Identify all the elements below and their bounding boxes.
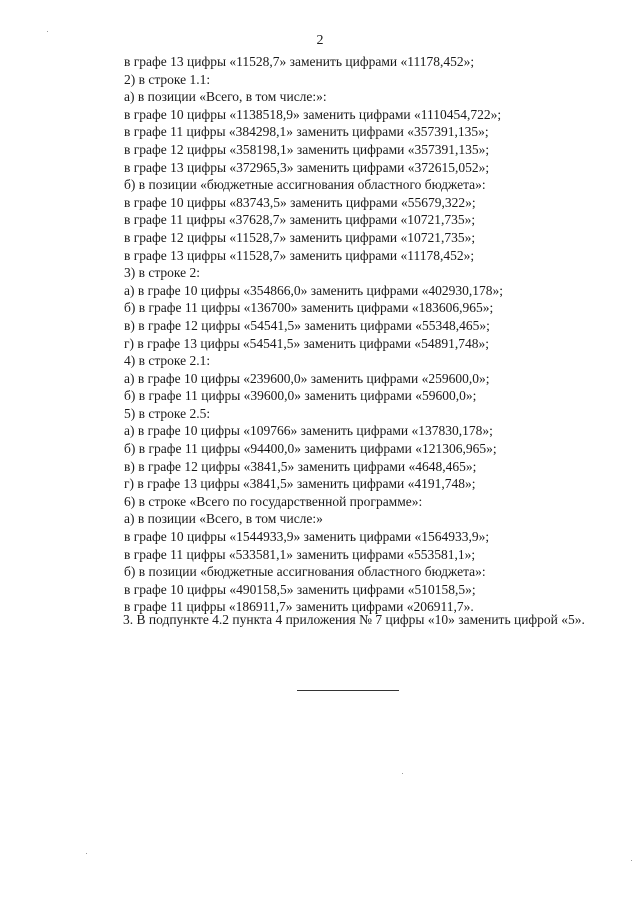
- amendment-line: а) в графе 10 цифры «109766» заменить цифрами «137830,178»;: [124, 423, 493, 439]
- amendment-line: в графе 10 цифры «1138518,9» заменить цифрами «1110454,722»;: [124, 106, 502, 122]
- amendment-line: 3) в строке 2:: [124, 265, 201, 281]
- amendment-line: б) в графе 11 цифры «136700» заменить цифрами «183606,965»;: [124, 300, 494, 316]
- amendment-line: в графе 13 цифры «372965,3» заменить цифрами «372615,052»;: [124, 159, 490, 175]
- amendment-line: в графе 11 цифры «533581,1» заменить цифрами «553581,1»;: [124, 546, 476, 562]
- amendment-line: в графе 12 цифры «358198,1» заменить цифрами «357391,135»;: [124, 141, 490, 157]
- amendment-line: в графе 13 цифры «11528,7» заменить цифрами «11178,452»;: [124, 247, 475, 263]
- amendment-line: в графе 11 цифры «186911,7» заменить цифрами «206911,7».: [124, 599, 474, 615]
- scan-speck: [402, 773, 403, 774]
- closing-divider: [297, 690, 399, 691]
- amendment-line: в графе 10 цифры «490158,5» заменить цифрами «510158,5»;: [124, 581, 476, 597]
- scan-speck: [86, 853, 87, 854]
- amendment-line: а) в позиции «Всего, в том числе:»:: [124, 89, 327, 105]
- amendment-line: г) в графе 13 цифры «3841,5» заменить цифрами «4191,748»;: [124, 476, 476, 492]
- page-number: 2: [316, 33, 324, 48]
- scan-speck: [47, 31, 48, 32]
- final-paragraph: 3. В подпункте 4.2 пункта 4 приложения № 7 цифры «10» заменить цифрой «5».: [123, 612, 585, 627]
- amendment-line: в графе 13 цифры «11528,7» заменить цифрами «11178,452»;: [124, 54, 475, 69]
- amendment-list: [124, 53, 614, 616]
- amendment-line: б) в позиции «бюджетные ассигнования областного бюджета»:: [124, 177, 486, 193]
- amendment-line: б) в графе 11 цифры «94400,0» заменить цифрами «121306,965»;: [124, 441, 497, 457]
- amendment-line: в графе 11 цифры «384298,1» заменить цифрами «357391,135»;: [124, 124, 489, 140]
- amendment-line: б) в графе 11 цифры «39600,0» заменить цифрами «59600,0»;: [124, 388, 477, 404]
- amendment-line: 4) в строке 2.1:: [124, 353, 211, 369]
- amendment-line: а) в графе 10 цифры «239600,0» заменить цифрами «259600,0»;: [124, 370, 490, 386]
- amendment-line: б) в позиции «бюджетные ассигнования областного бюджета»:: [124, 564, 486, 580]
- amendment-line: а) в позиции «Всего, в том числе:»: [124, 511, 323, 527]
- amendment-line: а) в графе 10 цифры «354866,0» заменить цифрами «402930,178»;: [124, 282, 503, 298]
- amendment-line: в графе 12 цифры «11528,7» заменить цифрами «10721,735»;: [124, 229, 476, 245]
- amendment-line: 2) в строке 1.1:: [124, 71, 211, 87]
- amendment-line: в графе 11 цифры «37628,7» заменить цифрами «10721,735»;: [124, 212, 476, 228]
- amendment-line: в графе 10 цифры «83743,5» заменить цифрами «55679,322»;: [124, 194, 476, 210]
- amendment-line: 6) в строке «Всего по государственной программе»:: [124, 493, 423, 509]
- amendment-line: в) в графе 12 цифры «54541,5» заменить цифрами «55348,465»;: [124, 317, 490, 333]
- scan-speck: [631, 860, 632, 861]
- amendment-line: в) в графе 12 цифры «3841,5» заменить цифрами «4648,465»;: [124, 458, 477, 474]
- amendment-line: в графе 10 цифры «1544933,9» заменить цифрами «1564933,9»;: [124, 529, 490, 545]
- amendment-line: г) в графе 13 цифры «54541,5» заменить цифрами «54891,748»;: [124, 335, 490, 351]
- amendment-line: 5) в строке 2.5:: [124, 405, 211, 421]
